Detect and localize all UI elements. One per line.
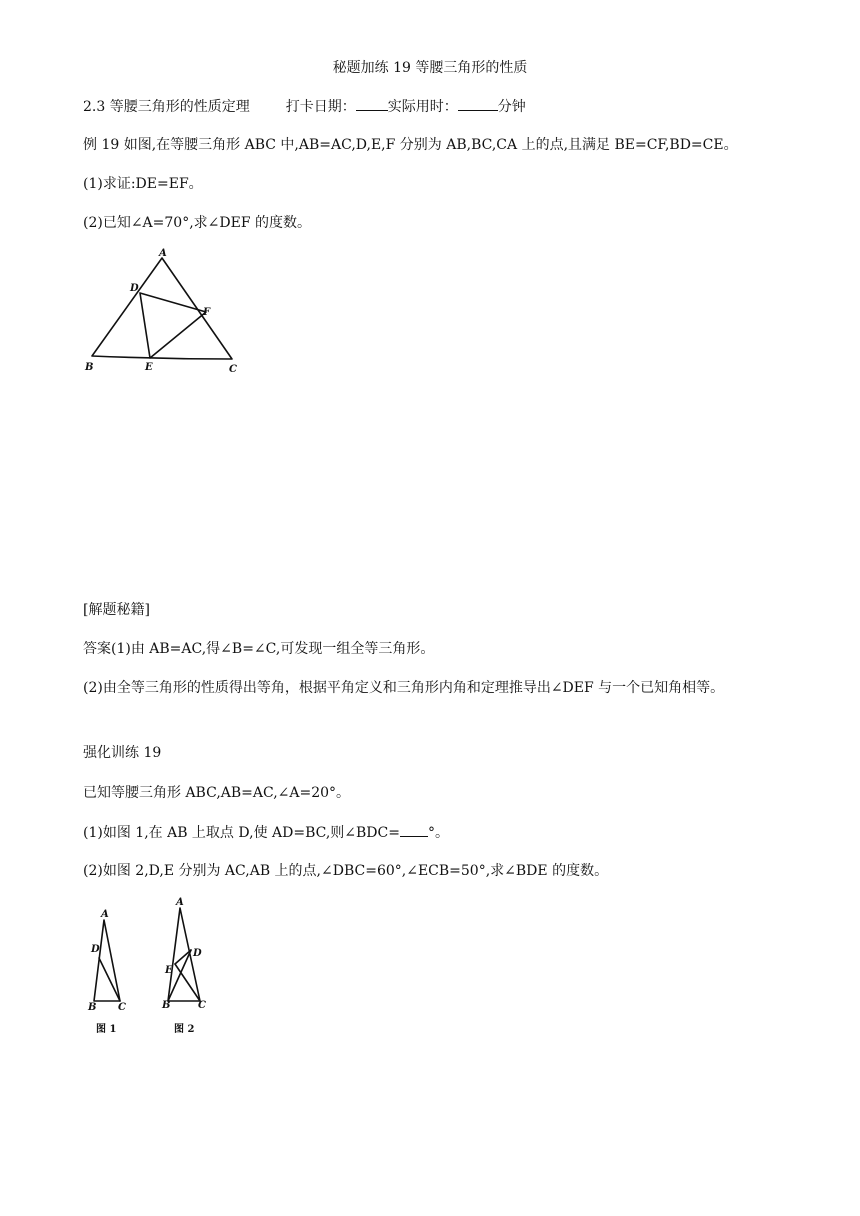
time-blank[interactable] — [458, 96, 498, 111]
training-q1-text: (1)如图 1,在 AB 上取点 D,使 AD=BC,则∠BDC= — [83, 825, 400, 841]
training-question-2: (2)如图 2,D,E 分别为 AC,AB 上的点,∠DBC=60°,∠ECB=50°,求∠BDE 的度数。 — [83, 863, 609, 879]
training-figure-2 — [158, 894, 220, 1036]
section-label: 2.3 等腰三角形的性质定理 — [83, 99, 250, 115]
training-figure-1 — [82, 906, 132, 1036]
time-label: 实际用时： — [387, 99, 458, 115]
page-title: 秘题加练 19 等腰三角形的性质 — [332, 60, 528, 76]
triangle-def — [140, 293, 206, 358]
segment-dc — [99, 958, 120, 1001]
solution-heading: [解题秘籍] — [83, 602, 150, 618]
fig2-label-d: D — [193, 948, 202, 959]
solution-line-2: (2)由全等三角形的性质得出等角，根据平角定义和三角形内角和定理推导出∠DEF 与一个已知角相等。 — [83, 680, 725, 696]
fig1-label-a: A — [101, 909, 109, 920]
fig2-label-e: E — [165, 965, 173, 976]
fig2-label-b: B — [162, 1000, 171, 1011]
label-b: B — [85, 362, 94, 373]
example-statement: 例 19 如图,在等腰三角形 ABC 中,AB=AC,D,E,F 分别为 AB,BC,CA 上的点,且满足 BE=CF,BD=CE。 — [83, 137, 738, 153]
caption-figure-1: 图 1 — [96, 1024, 117, 1035]
example-question-1: (1)求证:DE=EF。 — [83, 176, 203, 192]
example-figure — [82, 246, 252, 381]
fig1-label-b: B — [88, 1002, 97, 1013]
time-unit: 分钟 — [497, 99, 526, 115]
training-statement: 已知等腰三角形 ABC,AB=AC,∠A=20°。 — [83, 785, 351, 801]
label-d: D — [130, 283, 139, 294]
example-question-2: (2)已知∠A=70°,求∠DEF 的度数。 — [83, 215, 312, 231]
training-q1-end: °。 — [427, 825, 449, 841]
fig1-label-d: D — [91, 944, 100, 955]
triangle-abc-fig1 — [94, 920, 120, 1001]
checkin-label: 打卡日期： — [285, 99, 356, 115]
answer-blank[interactable] — [400, 822, 428, 837]
label-e: E — [145, 362, 153, 373]
fig1-label-c: C — [118, 1002, 126, 1013]
fig2-label-a: A — [176, 897, 184, 908]
fig2-label-c: C — [198, 1000, 206, 1011]
triangle-abc — [92, 258, 232, 359]
caption-figure-2: 图 2 — [174, 1024, 195, 1035]
training-heading: 强化训练 19 — [83, 745, 162, 761]
header-line — [83, 96, 526, 117]
label-f: F — [203, 307, 211, 318]
solution-line-1: 答案(1)由 AB=AC,得∠B=∠C,可发现一组全等三角形。 — [83, 641, 435, 657]
label-c: C — [229, 364, 237, 375]
label-a: A — [159, 248, 167, 259]
checkin-blank[interactable] — [356, 96, 388, 111]
training-question-1 — [83, 822, 449, 843]
